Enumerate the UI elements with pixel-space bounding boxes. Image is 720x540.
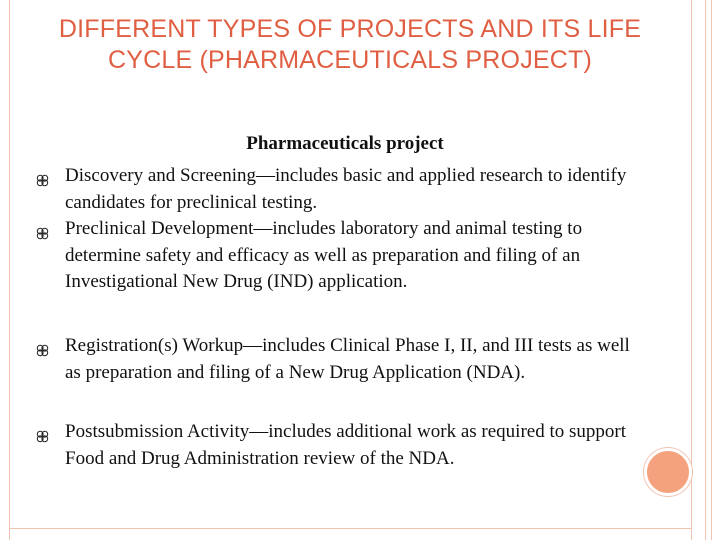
clover-icon — [36, 222, 49, 235]
bullet-item — [36, 163, 636, 216]
clover-icon — [36, 425, 49, 438]
bullet-text: Preclinical Development—includes laboratory and animal testing to determine safety and efficacy as well as preparation and filing of an Investigational New Drug (IND) application. — [65, 218, 583, 292]
bullet-text: Discovery and Screening—includes basic and applied research to identify candidates for preclinical testing. — [65, 165, 627, 213]
bullet-text: Postsubmission Activity—includes additional work as required to support Food and Drug Administration review of the NDA. — [65, 421, 626, 469]
bullet-item — [36, 333, 636, 419]
slide-title: DIFFERENT TYPES OF PROJECTS AND ITS LIFE CYCLE (PHARMACEUTICALS PROJECT) — [58, 15, 642, 74]
left-border-line — [9, 0, 10, 540]
slide-subtitle: Pharmaceuticals project — [246, 133, 444, 154]
right-border-line-3 — [711, 0, 712, 540]
bullet-list — [36, 163, 636, 472]
clover-icon — [36, 169, 49, 182]
clover-icon — [36, 339, 49, 352]
bullet-text: Registration(s) Workup—includes Clinical Phase I, II, and III tests as well as preparation and filing of a New Drug Application (NDA). — [65, 335, 630, 383]
right-border-line-2 — [705, 0, 706, 540]
decorative-circle — [644, 448, 692, 496]
bottom-border-line — [9, 528, 691, 529]
bullet-item — [36, 216, 636, 333]
bullet-item — [36, 419, 636, 472]
right-border-line — [691, 0, 692, 540]
